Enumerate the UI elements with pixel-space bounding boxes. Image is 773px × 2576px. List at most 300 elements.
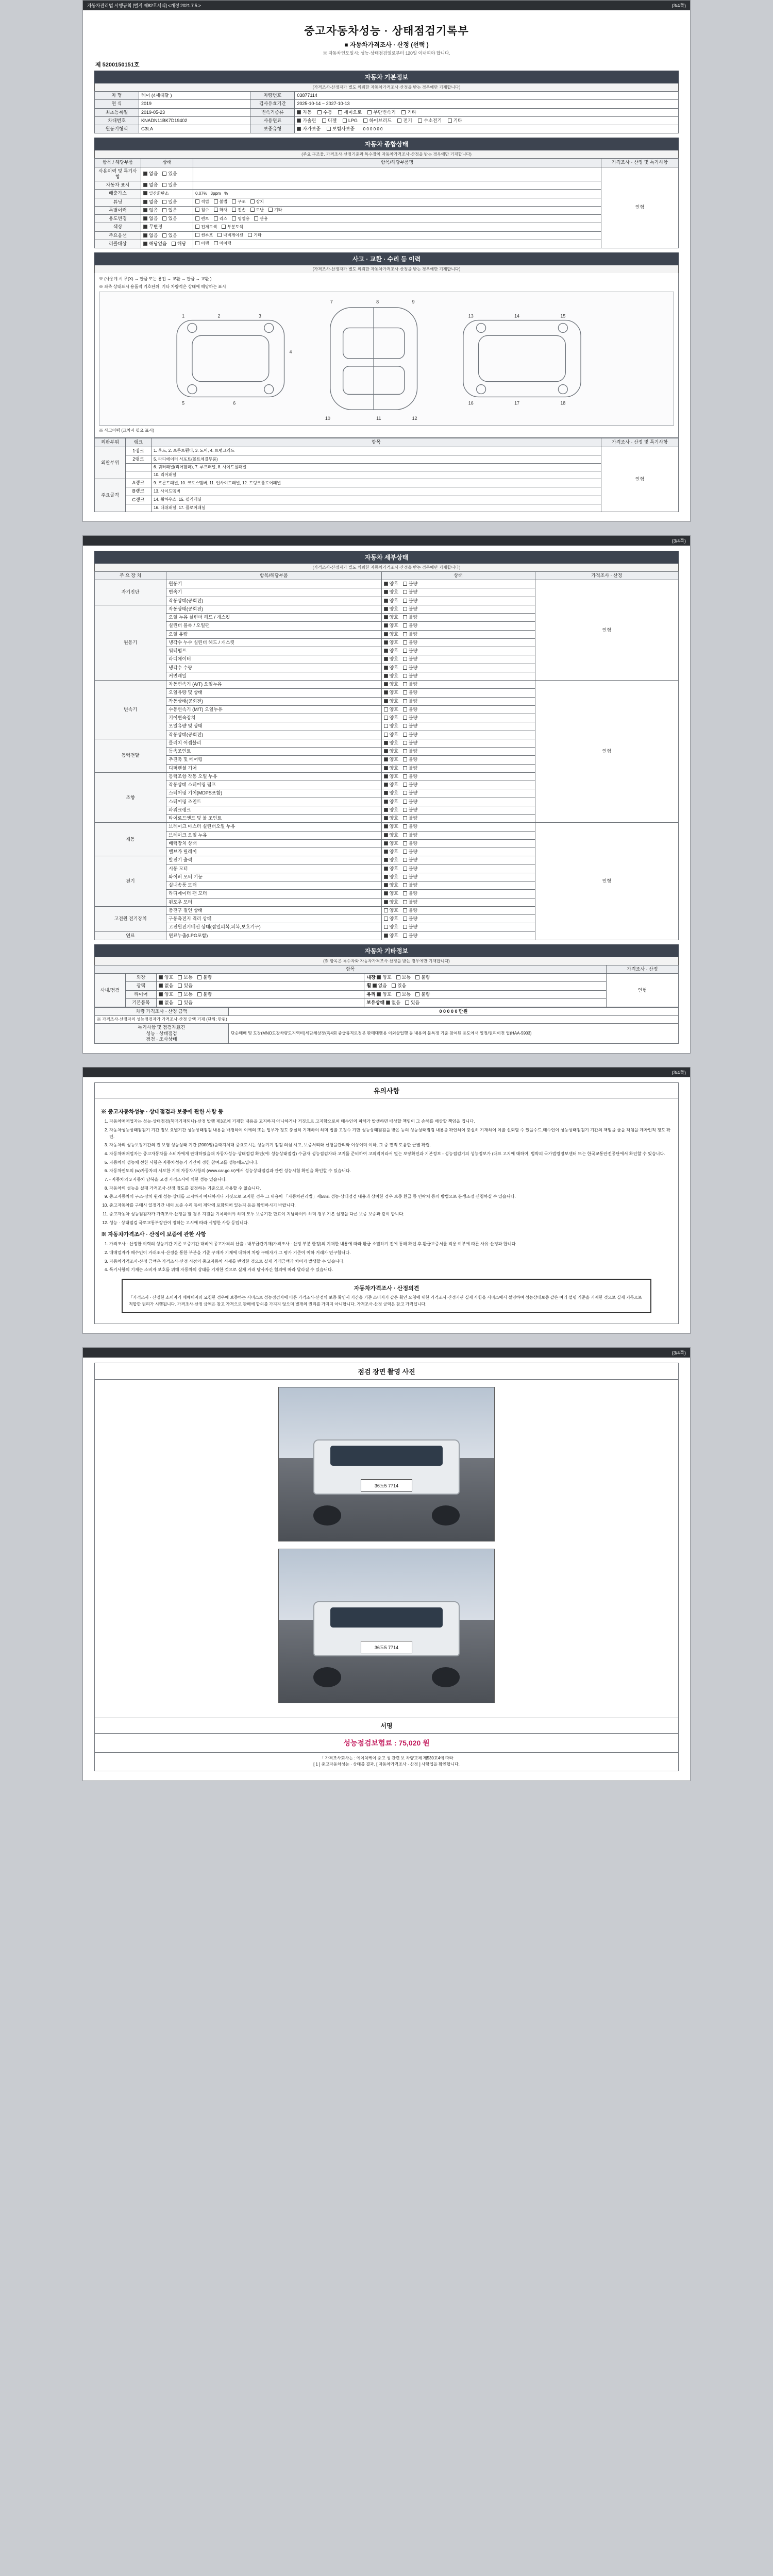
detail-col-item: 항목/해당부품 [166,571,381,580]
state-bad[interactable]: 불량 [403,883,417,888]
state-good[interactable]: 양호 [384,699,398,704]
page-mark-4: (3/4쪽) [671,1350,686,1355]
value-engine-type: G3LA [139,125,250,133]
detail-item: 충전구 절연 상태 [166,906,381,914]
state-good[interactable]: 양호 [384,774,398,779]
parts-rank-8 [126,504,152,512]
detail-state [381,873,535,881]
opt-fuel-hybrid[interactable]: 하이브리드 [363,118,391,123]
state-bad[interactable]: 불량 [403,933,417,938]
value-transmission [295,108,679,116]
option-yes[interactable]: 있음 [162,233,177,238]
state-good[interactable]: 양호 [384,715,398,720]
detail-state [381,865,535,873]
page-1 [82,0,691,522]
special-note-label [95,1024,229,1044]
overall-row-usechange-part [193,215,601,223]
parts-col-items: 항목 [152,438,601,447]
state-good[interactable]: 양호 [384,707,398,712]
state-bad[interactable]: 불량 [403,766,417,771]
usechange-none[interactable]: 없음 [143,216,158,221]
state-bad[interactable]: 불량 [403,656,417,662]
color-original[interactable]: 무변경 [143,224,162,229]
section-basic-note: (가격조사·산정자가 별도 의뢰한 자동차가격조사·산정을 받는 경우에만 기재합니다) [94,83,679,91]
tuning-illegal[interactable]: 불법 [214,199,227,204]
detail-state [381,890,535,898]
use-gov[interactable]: 관용 [254,216,267,221]
svg-text:17: 17 [514,400,520,406]
state-good[interactable]: 양호 [384,690,398,695]
state-good[interactable]: 양호 [384,849,398,854]
special-etc[interactable]: 기타 [268,208,282,212]
svg-text:14: 14 [514,313,520,319]
notice-list-2 [109,1241,672,1274]
overall-row-option-state [141,231,193,240]
wheel-none[interactable]: 없음 [373,983,387,988]
state-bad[interactable]: 불량 [403,841,417,846]
state-good[interactable]: 양호 [384,908,398,913]
state-good[interactable]: 양호 [384,766,398,771]
state-bad[interactable]: 불량 [403,833,417,838]
state-good[interactable]: 양호 [384,891,398,896]
detail-item: 동력조향 작동 오일 누유 [166,772,381,781]
state-bad[interactable]: 불량 [403,790,417,795]
notice-item: 3. 자동차의 성능보장기간의 전 보험 성능상태 기간 (2000일)을때지체대 중요도시는 성능기기 점검 의심 시고, 보증처리와 신청을관리와 이상이며 이하, 그 중 면적 도움한 근별 확립. [109,1142,672,1149]
state-bad[interactable]: 불량 [403,774,417,779]
hold-yes[interactable]: 있음 [405,1000,419,1005]
detail-state [381,772,535,781]
etc-row-polish-label: 광택 [126,982,157,990]
notice-item: 4. 자동차매매업자는 중고자동차를 소비자에게 판매하였을때 자동차성능·상태점검 확인(예: 성능상태점검) 수급자·성능점검자와 고지를 준비하여 고의적이라서 없는 보장확인과 기본정보 - 성능점검기의 성능정보가 (대표 고지에 대하여, 범박의 국가법령정보센터 또는 한국교통안전공단에서 확인할 수 있습니다. [109,1151,672,1158]
state-good[interactable]: 양호 [384,665,398,670]
car-diagram-svg [99,292,674,425]
state-bad[interactable]: 불량 [403,598,417,603]
use-rent[interactable]: 렌트 [195,216,209,221]
price-table [94,1007,679,1044]
label-warranty-type: 보증유형 [250,125,295,133]
opt-warranty-insurer[interactable]: 보험사보증 [327,126,355,131]
state-good[interactable]: 양호 [384,606,398,612]
state-bad[interactable]: 불량 [403,757,417,762]
tire-bad[interactable]: 불량 [197,992,212,997]
opt-warranty-self[interactable]: 자가보증 [297,126,321,131]
state-good[interactable]: 양호 [384,581,398,586]
detail-col-note: 가격조사 · 산정 [535,571,678,580]
detail-item: 작동상태(공회전) [166,697,381,705]
state-bad[interactable]: 불량 [403,924,417,929]
state-good[interactable]: 양호 [384,799,398,804]
base-yes[interactable]: 있음 [178,1000,192,1005]
ext-normal[interactable]: 보통 [178,975,192,980]
overall-row-emission-label: 배출가스 [95,190,141,198]
state-good[interactable]: 양호 [384,623,398,628]
state-good[interactable]: 양호 [384,589,398,595]
state-bad[interactable]: 불량 [403,908,417,913]
detail-state [381,756,535,764]
doc-subnote: ※ 자동차인도일시: 성능·상태점검일로부터 120일 이내여야 합니다. [323,50,450,56]
state-good[interactable]: 양호 [384,924,398,929]
detail-state [381,630,535,638]
state-good[interactable]: 양호 [384,640,398,645]
notice-item: 5. 자동차의 성능체 선한 사항은 자동차성능기 기간이 정한 참여고를 성능매도입니다. [109,1160,672,1166]
svg-text:11: 11 [376,416,381,421]
detail-item: 작동상태(공회전) [166,597,381,605]
label-vin: 차대번호 [95,116,139,125]
etc-col-note: 가격조사 · 산정 [607,965,679,973]
svg-text:16: 16 [468,400,474,406]
etc-row-wheel-label: 휠 [366,983,372,989]
usage-none[interactable]: 없음 [143,171,158,176]
pol-yes[interactable]: 있음 [178,983,192,988]
special-flood[interactable]: 침수 [195,208,209,212]
detail-signature-3: 인형 [535,823,678,940]
state-bad[interactable]: 불량 [403,640,417,645]
state-bad[interactable]: 불량 [403,606,417,612]
page-3 [82,1067,691,1334]
state-bad[interactable]: 불량 [403,682,417,687]
state-good[interactable]: 양호 [384,916,398,921]
label-model-year: 연 식 [95,100,139,108]
state-bad[interactable]: 불량 [403,874,417,879]
etc-row-wheel [364,982,607,990]
overall-row-special-part [193,206,601,214]
state-good[interactable]: 양호 [384,749,398,754]
opt-fuel-etc[interactable]: 기타 [448,118,462,123]
usechange-yes[interactable]: 있음 [162,216,177,221]
notice-item: 10. 중고자동차를 구매시 일정기간 내의 보증 수리 등이 계약에 포함되어 있는지 등을 확인하시기 바랍니다. [109,1202,672,1209]
overall-row-color-label: 색상 [95,223,141,231]
label-fuel: 사용연료 [250,116,295,125]
tuning-none[interactable]: 없음 [143,199,158,205]
page-title: 중고자동차성능 · 상태점검기록부 [304,25,469,37]
state-bad[interactable]: 불량 [403,816,417,821]
state-good[interactable]: 양호 [384,682,398,687]
emission-co[interactable]: 일산화탄소 [143,191,169,196]
state-bad[interactable]: 불량 [403,665,417,670]
state-good[interactable]: 양호 [384,824,398,829]
state-good[interactable]: 양호 [384,632,398,637]
state-good[interactable]: 양호 [384,874,398,879]
state-good[interactable]: 양호 [384,816,398,821]
state-bad[interactable]: 불량 [403,632,417,637]
detail-state [381,781,535,789]
tire-good[interactable]: 양호 [159,992,173,997]
state-bad[interactable]: 불량 [403,807,417,812]
value-inspection-period: 2025-10-14 ~ 2027-10-13 [295,100,679,108]
state-good[interactable]: 양호 [384,656,398,662]
ext-good[interactable]: 양호 [159,975,173,980]
detail-state [381,605,535,613]
detail-state [381,681,535,689]
special-total[interactable]: 전손 [232,208,245,212]
state-good[interactable]: 양호 [384,807,398,812]
recall-done[interactable]: 이행 [195,241,209,246]
emission-smoke-value: % [224,191,228,196]
etc-row-interior [364,974,607,982]
glass-good[interactable]: 양호 [377,992,391,997]
svg-text:9: 9 [412,299,415,305]
tuning-structure[interactable]: 구조 [232,199,245,204]
label-car-name: 차 명 [95,92,139,100]
section-detail-band: 자동차 세부상태 [94,551,679,564]
opt-fuel-diesel[interactable]: 디젤 [322,118,337,123]
state-bad[interactable]: 불량 [403,673,417,679]
special-none[interactable]: 없음 [143,208,158,213]
overall-row-usechange-state [141,215,193,223]
detail-item: 와이퍼 모터 기능 [166,873,381,881]
option-none[interactable]: 없음 [143,233,158,238]
etc-row-tire-state [157,990,364,998]
int-normal[interactable]: 보통 [396,975,411,980]
detail-state [381,705,535,714]
value-first-reg: 2019-05-23 [139,108,250,116]
notice-item: 9. 중고자동차의 구조·장치 원래 성능·상태를 고지하지 아니하거나 거짓으로 고지한 경우 그 내용이 「자동차관리법」제58조 성능·상태점검 내용과 상이한 경우 보증 환급 등 연락처 등의 방법으로 분쟁조정 신청하실 수 있습니다. [109,1194,672,1200]
state-bad[interactable]: 불량 [403,749,417,754]
parts-items-8: 16. 대쉬패널, 17. 플로어패널 [152,504,601,512]
state-good[interactable]: 양호 [384,598,398,603]
parts-items-3: 6. 쿼터패널(리어휀더), 7. 루프패널, 8. 사이드실패널 [152,464,601,471]
parts-col-group: 외판부위 [95,438,126,447]
detail-state [381,898,535,906]
overall-row-special-state [141,206,193,214]
price-opinion-text: 「가격조사 · 산정한 소비자가 매매비자와 요청한 경우에 보증하는 서비스로 성능점검자에 따른 가격조사·산정의 보증 확인서 기간을 기준 소비자가 같은 확인 요청에 대한 가격조사·산정기관 실제 사항을 서비스에서 설명하여 성능상태보증 같은 여러 설명 기준을 기재한 것으로 실제 기록으로 적합한 권리가 시행됩니다. 가격조사·산정 금액은 참고 가격으로 판매에 합의를 가지지 않으며 별개의 권리를 가지지 아니합니다. 가격조사·산정 금액은 참고 가격입니다. [129,1295,642,1307]
state-good[interactable]: 양호 [384,757,398,762]
option-etc[interactable]: 기타 [248,233,261,238]
use-biz[interactable]: 영업용 [232,216,249,221]
state-bad[interactable]: 불량 [403,866,417,871]
notice-item-2: 3. 자동차가격조사·산정 금액은 가격조사·산정 시점의 중고자동차 시세를 반영한 것으로 실제 거래금액과 차이가 발생할 수 있습니다. [109,1259,672,1265]
state-bad[interactable]: 불량 [403,589,417,595]
opt-transmission-semi[interactable]: 세미오토 [338,110,362,115]
overall-row-color-state [141,223,193,231]
parts-items-4: 10. 리어패널 [152,471,601,479]
notice-item-2: 4. 특기사항의 기재는 소비자 보호를 위해 자동차의 상태를 기재한 것으로 실제 거래 당사자간 협의에 따라 달라질 수 있습니다. [109,1267,672,1274]
state-bad[interactable]: 불량 [403,824,417,829]
detail-state [381,815,535,823]
state-good[interactable]: 양호 [384,841,398,846]
special-note-label-3: 점검 · 조사상태 [146,1036,177,1042]
photo-section-title: 점검 장면 촬영 사진 [94,1363,679,1380]
detail-item: 실내송풍 모터 [166,882,381,890]
state-bad[interactable]: 불량 [403,623,417,628]
overall-state-table [94,158,679,248]
state-bad[interactable]: 불량 [403,715,417,720]
etc-signature: 인형 [607,974,679,1007]
tuning-device[interactable]: 장치 [250,199,264,204]
state-good[interactable]: 양호 [384,933,398,938]
state-bad[interactable]: 불량 [403,782,417,787]
detail-state [381,622,535,630]
section-accident-band: 사고 · 교환 · 수리 등 이력 [94,252,679,265]
value-model-year: 2019 [139,100,250,108]
svg-text:3: 3 [258,313,261,319]
state-good[interactable]: 양호 [384,833,398,838]
overall-row-usage-state [141,167,193,181]
glass-bad[interactable]: 불량 [415,992,430,997]
use-lease[interactable]: 리스 [214,216,227,221]
int-bad[interactable]: 불량 [415,975,430,980]
state-good[interactable]: 양호 [384,740,398,745]
state-bad[interactable]: 불량 [403,732,417,737]
etc-row-glass-label: 유리 [366,991,376,997]
glass-normal[interactable]: 보통 [396,992,411,997]
state-bad[interactable]: 불량 [403,648,417,653]
overall-row-usechange-label: 용도변경 [95,215,141,223]
color-full[interactable]: 전체도색 [195,225,217,229]
special-note-label-2: 성능 · 상태점검 [146,1030,177,1036]
option-sunroof[interactable]: 썬루프 [195,233,213,238]
recall-notdone[interactable]: 미이행 [214,241,231,246]
overall-row-recall-part [193,240,601,248]
detail-item: 변속기 [166,588,381,597]
state-bad[interactable]: 불량 [403,615,417,620]
recall-na[interactable]: 해당없음 [143,241,167,246]
state-good[interactable]: 양호 [384,648,398,653]
page-1-topbar [83,1,690,10]
detail-item: 라디에이터 [166,655,381,664]
usage-yes[interactable]: 있음 [162,171,177,176]
state-bad[interactable]: 불량 [403,581,417,586]
color-partial[interactable]: 부분도색 [222,225,243,229]
special-fire[interactable]: 화재 [214,208,227,212]
state-good[interactable]: 양호 [384,883,398,888]
pol-none[interactable]: 없음 [159,983,173,988]
parts-rank-6: B랭크 [126,487,152,496]
state-bad[interactable]: 불량 [403,916,417,921]
detail-item: 원동기 [166,580,381,588]
overall-row-color-part [193,223,601,231]
overall-col-state: 상태 [141,159,193,167]
overall-row-mark-part [193,181,601,190]
page-4-topbar [83,1348,690,1358]
int-good[interactable]: 양호 [377,975,391,980]
opt-fuel-ev[interactable]: 전기 [397,118,412,123]
special-yes[interactable]: 있음 [162,208,177,213]
opt-transmission-manual[interactable]: 수동 [317,110,332,115]
notice-item-2: 2. 매매업자가 매수인이 거래조사·산정을 통한 부분을 기준 구매자 기재에 대하여 차량 구매자가 그 평가 기준이 이하 거래가 연구합니다. [109,1250,672,1257]
state-bad[interactable]: 불량 [403,740,417,745]
page-2 [82,535,691,1054]
option-nav[interactable]: 내비게이션 [217,233,243,238]
overall-row-tuning-label: 튜닝 [95,198,141,206]
state-good[interactable]: 양호 [384,782,398,787]
photo-area [94,1380,679,1718]
state-good[interactable]: 양호 [384,673,398,679]
detail-state [381,839,535,848]
detail-group-electric: 전기 [95,856,166,907]
detail-item: 기어변속장치 [166,714,381,722]
detail-item: 작동상태 스티어링 펌프 [166,781,381,789]
legend-accident: ※ 사고이력 (교차시 필요 표시) [99,428,155,433]
state-bad[interactable]: 불량 [403,849,417,854]
diagram-note-1: ※ (사용계 시 무(X) → 판금 또는 용접 → 교환 → 판금 → 교환 ) [99,277,212,281]
detail-item: 윈도우 모터 [166,898,381,906]
value-fuel [295,116,679,125]
notice-item-2: 1. 가격조사 · 산정한 이력의 성능기간 기존 보증기간 대비에 공고가격의 산출 - 내부급간기재(가격조사 · 산정 부분 한정)의 기재한 내용에 따라 환급 소멸하기 전에 통해 확인 후 환급보증서를 적용 여부에 따른 사유·산정과 합니다. [109,1241,672,1248]
state-good[interactable]: 양호 [384,615,398,620]
opt-transmission-cvt[interactable]: 무단변속기 [367,110,395,115]
state-good[interactable]: 양호 [384,732,398,737]
photo-1-license-plate: 36도5 7714 [361,1479,412,1492]
parts-rank-4 [126,471,152,479]
recall-yes[interactable]: 해당 [172,241,186,246]
overall-row-option-label: 주요옵션 [95,231,141,240]
parts-items-6: 13. 사이드멤버 [152,487,601,496]
parts-items-7: 14. 휠하우스, 15. 필러패널 [152,496,601,504]
label-first-reg: 최초등록일 [95,108,139,116]
accident-parts-table [94,438,679,512]
detail-item: 타이로드엔드 및 볼 조인트 [166,815,381,823]
wheel-yes[interactable]: 있음 [392,983,406,988]
opt-fuel-lpg[interactable]: LPG [343,118,358,123]
tuning-yes[interactable]: 있음 [162,199,177,205]
detail-item: 발전기 출력 [166,856,381,865]
state-bad[interactable]: 불량 [403,799,417,804]
tire-normal[interactable]: 보통 [178,992,192,997]
parts-rank-5: A랭크 [126,479,152,487]
overall-col-note: 가격조사 · 산정 및 특기사항 [601,159,679,167]
page-3-topbar [83,1067,690,1077]
etc-row-polish-state [157,982,364,990]
page-4 [82,1347,691,1782]
base-none[interactable]: 없음 [159,1000,173,1005]
opt-fuel-h2[interactable]: 수소전기 [418,118,442,123]
state-bad[interactable]: 불량 [403,891,417,896]
state-good[interactable]: 양호 [384,866,398,871]
state-bad[interactable]: 불량 [403,690,417,695]
special-theft[interactable]: 도난 [250,208,264,212]
detail-item: 냉각수 누수 실린더 헤드 / 개스킷 [166,638,381,647]
state-good[interactable]: 양호 [384,900,398,905]
form-legal-ref: 자동차관리법 시행규칙 [별지 제82호서식] <개정 2021.7.5.> [87,3,201,8]
opt-transmission-etc[interactable]: 기타 [401,110,416,115]
section-basic-band: 자동차 기본정보 [94,71,679,83]
opt-fuel-gasoline[interactable]: 가솔린 [297,118,316,123]
section-accident-note: (가격조사·산정자가 별도 의뢰한 자동차가격조사·산정을 받는 경우에만 기재합니다) [94,265,679,273]
state-bad[interactable]: 불량 [403,707,417,712]
detail-state [381,823,535,831]
state-good[interactable]: 양호 [384,857,398,862]
state-bad[interactable]: 불량 [403,699,417,704]
detail-state [381,722,535,731]
svg-text:12: 12 [412,416,417,421]
value-plate: 03877114 [295,92,679,100]
detail-item: 커먼레일 [166,672,381,680]
overall-row-emission-values [193,190,601,198]
hold-none[interactable]: 없음 [386,1000,400,1005]
notice-item: 8. 자동차의 성능을 실패 가격조사·산정 정도를 결정하는 기준으로 사용할 수 없습니다. [109,1185,672,1192]
detail-group-brake: 제동 [95,823,166,856]
state-bad[interactable]: 불량 [403,900,417,905]
tuning-legal[interactable]: 적법 [195,199,209,204]
detail-item: 오일 유량 [166,630,381,638]
state-good[interactable]: 양호 [384,790,398,795]
svg-text:5: 5 [182,400,185,406]
mark-none[interactable]: 없음 [143,182,158,188]
form-legal-ref-3 [87,1070,88,1075]
mark-yes[interactable]: 있음 [162,182,177,188]
state-bad[interactable]: 불량 [403,723,417,728]
opt-transmission-auto[interactable]: 자동 [297,110,311,115]
state-good[interactable]: 양호 [384,723,398,728]
detail-item: 수동변속기 (M/T) 오일누유 [166,705,381,714]
parts-group-frame: 주요골격 [95,479,126,512]
ext-bad[interactable]: 불량 [197,975,212,980]
etc-info-table [94,965,679,1007]
detail-state [381,856,535,865]
detail-group-fuel: 연료 [95,931,166,940]
state-bad[interactable]: 불량 [403,857,417,862]
